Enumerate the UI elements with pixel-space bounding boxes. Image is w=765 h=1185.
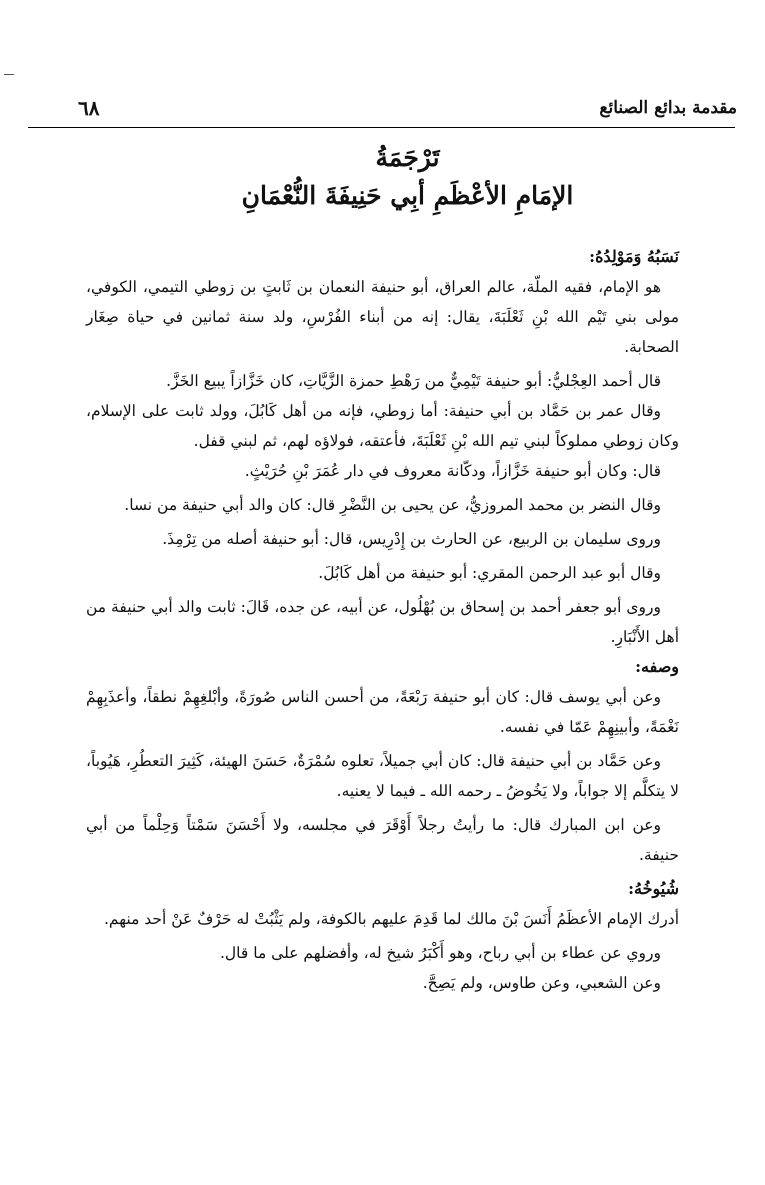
- paragraph: وعن أبي يوسف قال: كان أبو حنيفة رَبْعَةً، من أحسن الناس صُورَةً، وأبْلغِهِمْ نطقاً، وأعذَبِهِمْ نَغْمَةً، وأبينِهِمْ عَمّا في نفسه.: [86, 688, 679, 736]
- paragraph: وروى سليمان بن الربيع، عن الحارث بن إِدْرِيس، قال: أبو حنيفة أصله من تِرْمِذَ.: [162, 530, 661, 548]
- paragraph: وروي عن عطاء بن أبي رباح، وهو أَكْبَرُ شيخ له، وأفضلهم على ما قال.: [219, 944, 661, 962]
- header-rule: [28, 127, 735, 128]
- paragraph: وعن الشعبي، وعن طاوس، ولم يَصِحَّ.: [422, 974, 661, 992]
- paragraph: وقال أبو عبد الرحمن المقري: أبو حنيفة من أهل كَابُلَ.: [318, 564, 661, 582]
- title-line-2: الإمَامِ الأعْظَمِ أبِي حَنِيفَةَ النُّعْمَانِ: [241, 181, 574, 210]
- page-body: [86, 242, 679, 998]
- heading-teachers: شُيُوخُهُ:: [628, 879, 679, 898]
- paragraph: وعن ابن المبارك قال: ما رأيتُ رجلاً أَوْقَرَ في مجلسه، ولا أَحْسَنَ سَمْتاً وَحِلْماً من أبي حنيفة.: [86, 816, 679, 864]
- paragraph: أدرك الإمام الأعظَمُ أَنَسَ بْنَ مالك لما قَدِمَ عليهم بالكوفة، ولم يَثْبُتْ له حَرْفٌ عَنْ أحد منهم.: [104, 910, 679, 928]
- paragraph: وقال عمر بن حَمَّاد بن أبي حنيفة: أما زوطي، فإنه من أهل كَابُلَ، وولد ثابت على الإسلام، وكان زوطي مملوكاً لبني تيم الله بْنِ ثَعْلَبَةَ، فأعتقه، فولاؤه لهم، ثم لبني قفل.: [86, 402, 679, 450]
- heading-lineage: نَسَبُهُ وَمَوْلِدُهُ:: [589, 247, 679, 266]
- margin-mark: [4, 74, 14, 75]
- paragraph: هو الإمام، فقيه الملّة، عالم العراق، أبو حنيفة النعمان بن ثَابتٍ بن زوطي التيمي، الكوفي، مولى بني تَيْم الله بْنِ ثَعْلَبَةَ، يقال: إنه من أبناء الفُرْسِ، ولد سنة ثمانين في حياة صِغَار الصحابة.: [86, 278, 679, 356]
- heading-description: وصفه:: [635, 657, 679, 676]
- paragraph: قال: وكان أبو حنيفة خَزَّازاً، ودكّانة معروف في دار عُمَرَ بْنِ حُرَيْثٍ.: [244, 462, 661, 480]
- running-title: مقدمة بدائع الصنائع: [599, 98, 737, 118]
- paragraph: وقال النضر بن محمد المروزيُّ، عن يحيى بن النَّضْرِ قال: كان والد أبي حنيفة من نسا.: [124, 496, 661, 514]
- page-header: [26, 96, 739, 126]
- title-line-1: تَرْجَمَةُ: [375, 143, 440, 172]
- page-number: ٦٨: [78, 96, 100, 120]
- paragraph: وروى أبو جعفر أحمد بن إسحاق بن بُهْلُول، عن أبيه، عن جده، قَالَ: ثابت والد أبي حنيفة من أهل الأَنْبَارِ.: [86, 598, 679, 646]
- paragraph: وعن حَمَّاد بن أبي حنيفة قال: كان أبي جميلاً، تعلوه سُمْرَةٌ، حَسَنَ الهيئة، كَثِيرَ التعطُرِ، هَيُوباً، لا يتكلَّم إلا جواباً، ولا يَخُوضُ ـ رحمه الله ـ فيما لا يعنيه.: [86, 752, 679, 800]
- chapter-title: [0, 140, 765, 216]
- paragraph: قال أحمد العِجْليُّ: أبو حنيفة تَيْمِيٌّ من رَهْطِ حمزة الزَّيَّاتِ، كان خَزَّازاً يبيع الخَزَّ.: [166, 372, 661, 390]
